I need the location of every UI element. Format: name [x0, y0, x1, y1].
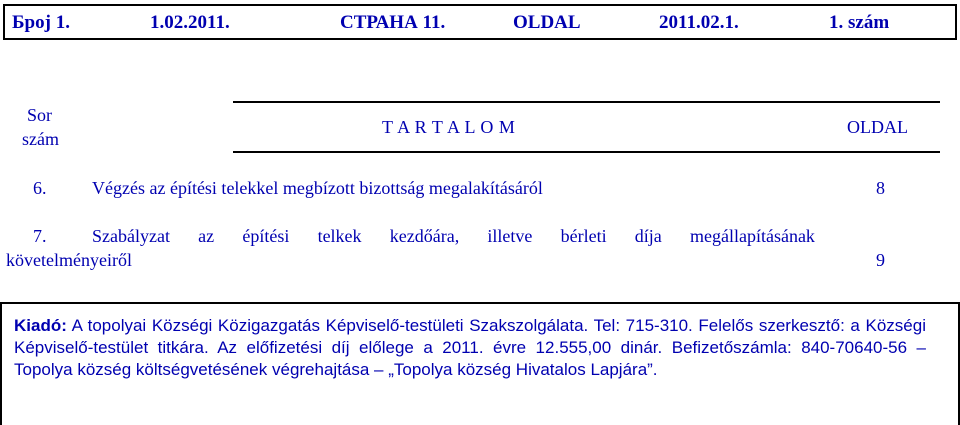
page-number-sr: СТРАНА 11.	[340, 12, 446, 33]
issue-number-hu: 1. szám	[829, 12, 890, 33]
toc-title: T A R T A L O M	[382, 117, 516, 137]
toc-row-7-title-line2[interactable]: követelményeiről	[6, 250, 132, 270]
toc-row-7-word: Szabályzat	[92, 226, 170, 246]
toc-row-7-word: az	[198, 226, 215, 246]
toc-row-7-word: bérleti	[560, 226, 607, 246]
toc-row-7-word: illetve	[487, 226, 533, 246]
toc-top-rule	[233, 101, 940, 103]
toc-row-6-number: 6.	[33, 178, 47, 198]
toc-row-6-title[interactable]: Végzés az építési telekkel megbízott bizottság megalakításáról	[92, 178, 543, 198]
publisher-label: Kiadó:	[14, 316, 67, 335]
toc-row-7-word: építési	[242, 226, 290, 246]
issue-serial-sr: Број 1.	[12, 12, 70, 33]
toc-col-szam: szám	[22, 129, 59, 149]
issue-date-sr: 1.02.2011.	[150, 12, 230, 33]
toc-row-7-word: megállapításának	[689, 226, 815, 246]
publisher-text: A topolyai Községi Közigazgatás Képviselő-testületi Szakszolgálata. Tel: 715-310. Felelős szerkesztő: a Községi Képviselő-testület titkára. Az előfizetési díj előlege a 2011. évre 12.555,00 dinár. Befizetőszámla: 840-70640-56 – Topolya község költségvetésének végrehajtása – „Topolya község Hivatalos Lapjára”.	[14, 316, 926, 379]
toc-row-7-title-line1[interactable]	[92, 225, 815, 247]
page-label-hu: OLDAL	[513, 12, 581, 33]
toc-row-7-word: kezdőára,	[389, 226, 460, 246]
toc-row-7-word: telkek	[317, 226, 362, 246]
issue-header	[3, 4, 957, 40]
toc-col-sor: Sor	[27, 105, 53, 125]
toc-col-oldal: OLDAL	[847, 117, 908, 137]
toc-row-7-word: díja	[634, 226, 662, 246]
toc-row-7-page: 9	[876, 250, 885, 270]
publisher-info	[14, 315, 926, 381]
issue-date-hu: 2011.02.1.	[659, 12, 739, 33]
toc-row-7-number: 7.	[33, 226, 47, 246]
toc-header-rule	[233, 151, 940, 153]
toc-row-6-page: 8	[876, 178, 885, 198]
